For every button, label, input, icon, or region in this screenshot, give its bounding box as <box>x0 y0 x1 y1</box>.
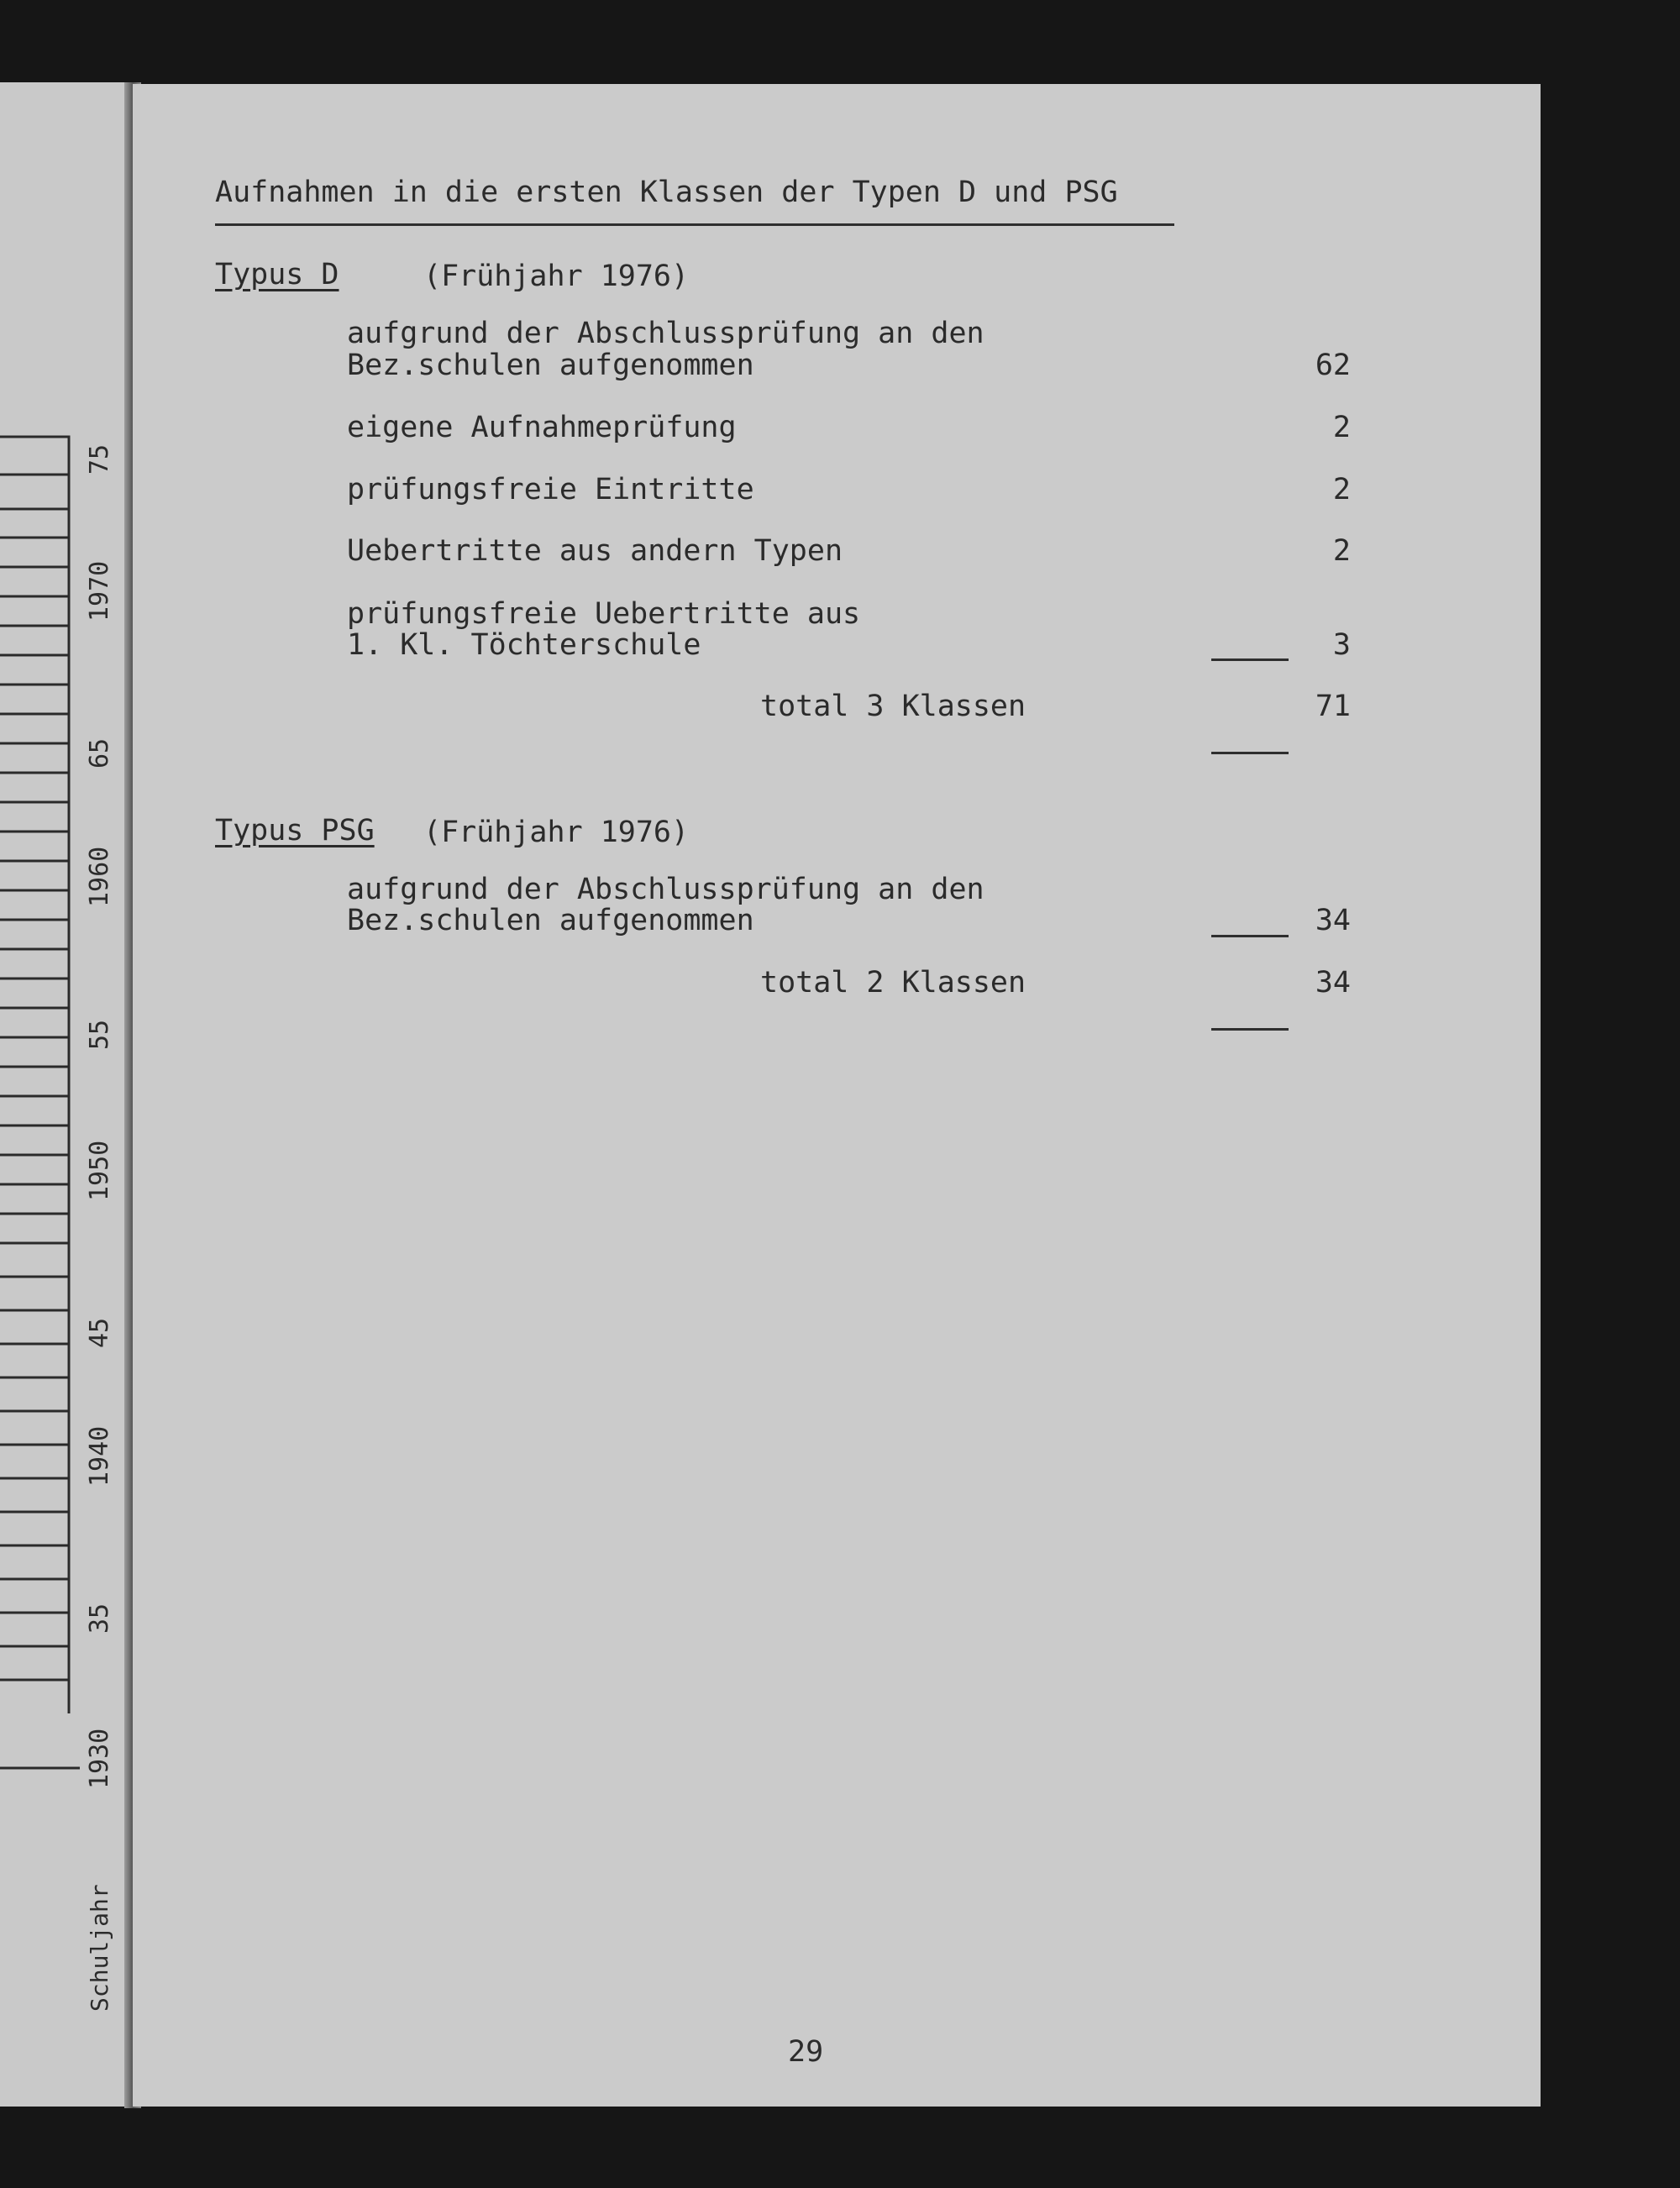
left-chart-year-label: 1940 <box>85 1425 114 1487</box>
left-chart-year-label: 1950 <box>85 1140 114 1201</box>
typus-psg-total-line <box>1211 1028 1289 1031</box>
left-chart-bar <box>0 1184 69 1214</box>
left-chart-bar <box>0 538 69 567</box>
typus-d-row2-label: eigene Aufnahmeprüfung <box>347 411 737 444</box>
left-chart-bar <box>0 1579 69 1613</box>
left-chart-bar <box>0 626 69 655</box>
left-chart-bar <box>0 861 69 890</box>
left-chart-bar <box>0 1155 69 1184</box>
typus-d-row5-line2: 1. Kl. Töchterschule <box>347 628 701 662</box>
typus-d-total-value: 71 <box>1315 690 1351 723</box>
typus-d-row2-value: 2 <box>1332 411 1351 444</box>
left-chart-year-label: 65 <box>85 737 114 769</box>
typus-d-period: (Frühjahr 1976) <box>423 260 690 293</box>
document-page <box>133 84 1541 2107</box>
left-chart-year-label: 45 <box>85 1317 114 1348</box>
left-chart-bar <box>0 1008 69 1037</box>
left-chart-bar <box>0 920 69 949</box>
left-chart-bar <box>0 509 69 538</box>
typus-psg-period: (Frühjahr 1976) <box>423 816 690 849</box>
typus-psg-title: Typus PSG <box>215 814 375 847</box>
left-chart-bar <box>0 1344 69 1377</box>
typus-psg-row1-line2: Bez.schulen aufgenommen <box>347 904 754 937</box>
typus-d-row1-line1: aufgrund der Abschlussprüfung an den <box>347 317 984 350</box>
left-chart-bar <box>0 437 69 475</box>
left-chart-bar <box>0 1214 69 1243</box>
left-chart-bar <box>0 979 69 1008</box>
left-chart-bar <box>0 714 69 743</box>
left-chart-bar <box>0 1646 69 1680</box>
left-chart-bar <box>0 802 69 832</box>
typus-psg-total-value: 34 <box>1315 966 1351 1000</box>
typus-psg-row1-line1: aufgrund der Abschlussprüfung an den <box>347 873 984 906</box>
typus-d-total-label: total 3 Klassen <box>760 690 1026 723</box>
title-underline <box>215 223 1174 226</box>
typus-d-row5-value: 3 <box>1332 628 1351 662</box>
left-chart-bar <box>0 596 69 626</box>
typus-psg-row1-value: 34 <box>1315 904 1351 937</box>
typus-d-row4-value: 2 <box>1332 534 1351 568</box>
typus-d-row1-line2: Bez.schulen aufgenommen <box>347 349 754 382</box>
left-chart-bar <box>0 949 69 979</box>
typus-d-title: Typus D <box>215 258 339 291</box>
page-title: Aufnahmen in die ersten Klassen der Typen D und PSG <box>215 176 1118 209</box>
left-chart-year-label: 1970 <box>85 560 114 622</box>
left-chart-bar <box>0 567 69 596</box>
left-chart-bar <box>0 1243 69 1277</box>
typus-psg-sum-line <box>1211 935 1289 937</box>
left-chart-bar <box>0 743 69 773</box>
left-chart-bar <box>0 1377 69 1411</box>
left-chart-bar <box>0 655 69 685</box>
left-chart-bar <box>0 1613 69 1646</box>
left-chart-year-label: 35 <box>85 1603 114 1634</box>
left-chart-bar <box>0 890 69 920</box>
left-chart-year-label: 55 <box>85 1019 114 1050</box>
left-chart-bar <box>0 1125 69 1155</box>
typus-d-total-line <box>1211 752 1289 754</box>
left-chart-bar <box>0 1037 69 1067</box>
left-chart-bar <box>0 1277 69 1310</box>
left-page-chart <box>0 0 134 2188</box>
typus-psg-total-label: total 2 Klassen <box>760 966 1026 1000</box>
left-chart-bar <box>0 773 69 802</box>
left-chart-bar <box>0 1445 69 1478</box>
left-chart-year-label: 1930 <box>85 1728 114 1789</box>
typus-d-row5-line1: prüfungsfreie Uebertritte aus <box>347 597 861 631</box>
left-chart-bar <box>0 1411 69 1445</box>
left-chart-bar <box>0 685 69 714</box>
typus-d-row3-value: 2 <box>1332 473 1351 506</box>
left-chart-bar <box>0 1478 69 1512</box>
left-chart-year-label: 75 <box>85 443 114 475</box>
left-chart-bar <box>0 1310 69 1344</box>
page-number: 29 <box>788 2035 824 2069</box>
typus-d-sum-line <box>1211 658 1289 661</box>
left-chart-axis-label: Schuljahr <box>86 1884 113 2012</box>
typus-d-row4-label: Uebertritte aus andern Typen <box>347 534 843 568</box>
left-chart-bar <box>0 1545 69 1579</box>
left-chart-bar <box>0 832 69 861</box>
typus-d-row1-value: 62 <box>1315 349 1351 382</box>
left-chart-bar <box>0 475 69 509</box>
left-chart-bar <box>0 1512 69 1545</box>
typus-d-row3-label: prüfungsfreie Eintritte <box>347 473 754 506</box>
left-chart-bar <box>0 1680 69 1713</box>
left-chart-bar <box>0 1067 69 1096</box>
left-chart-bar <box>0 1096 69 1125</box>
left-chart-year-label: 1960 <box>85 846 114 907</box>
